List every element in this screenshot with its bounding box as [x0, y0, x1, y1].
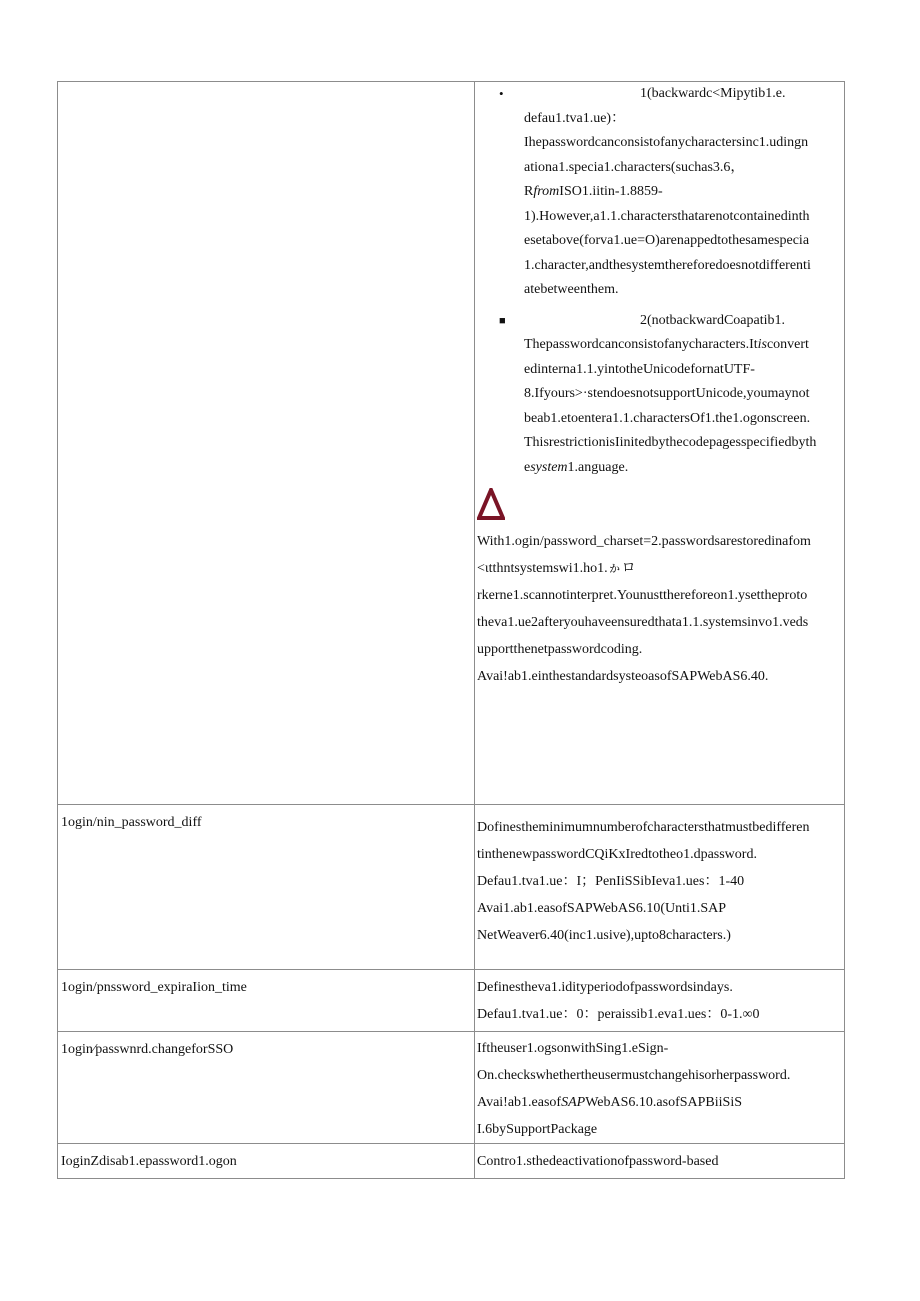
parameter-table [57, 81, 845, 1179]
parameter-name-cell [58, 1032, 475, 1144]
list-item: ■ 2(notbackwardCoapatib1. Thepasswordcanconsistofanycharacters.Itisconvert edinterna1.1.yintotheUnicodefornatUTF- 8.Ifyours>·stendoesnotsupportUnicode,youmaynot beab1.etoentera1.1.charactersOf1.the1.ogonscreen. ThisrestrictionisIinitedbythecodepagesspecifiedbyth esystem1.anguage. [475, 309, 844, 481]
note-line: With1.ogin/password_charset=2.passwordsarestoredinafom [477, 534, 811, 549]
note-line: <ιtthntsystemswi1.ho1.ゕロ [477, 561, 636, 576]
parameter-description-cell: Contro1.sthedeactivationofpassword-based [475, 1144, 845, 1179]
parameter-description-cell: Dofinestheminimumnumberofcharactersthatmustbedifferen tinthenewpasswordCQiKxIredtotheo1.dpassword. Defau1.tva1.ue：I；PenIiSSibIeva1.ues：1-40 Avai1.ab1.easofSAPWebAS6.10(Unti1.SAP NetWeaver6.40(inc1.usive),upto8characters.) [475, 805, 845, 970]
bullet-square-icon: ■ [499, 314, 506, 327]
note-line: rkerne1.scannotinterpret.Younustthereforeon1.ysettheproto [477, 588, 808, 603]
table-row [58, 1032, 845, 1144]
parameter-name [58, 82, 474, 91]
parameter-name: 1ogin⁄passwnrd.changeforSSO [61, 1042, 234, 1057]
table-row [58, 970, 845, 1032]
note-line: upportthenetpasswordcoding. [477, 642, 643, 657]
parameter-description-cell: Definestheva1.idityperiodofpasswordsindays. Defau1.tva1.ue：0：peraissib1.eva1.ues：0-1.∞0 [475, 970, 845, 1032]
note-line: theva1.ue2afteryouhaveensuredthata1.1.systemsinvo1.veds [477, 615, 809, 630]
parameter-description-cell [475, 82, 845, 805]
table-row [58, 82, 845, 805]
parameter-name-cell [58, 805, 475, 970]
bullet-dot-icon: • [499, 86, 504, 101]
parameter-description-cell: Iftheuser1.ogsonwithSing1.eSign- On.checkswhethertheusermustchangehisorherpassword. Avai!ab1.easofSAPWebAS6.10.asofSAPBiiSiS I.6bySupportPackage [475, 1032, 845, 1144]
parameter-name: 1ogin/nin_password_diff [61, 815, 202, 830]
availability-note: Avai!ab1.einthestandardsysteoasofSAPWebAS6.40. [477, 669, 769, 684]
parameter-name: 1ogin/pnssword_expiraIion_time [61, 980, 247, 995]
parameter-name-cell [58, 970, 475, 1032]
parameter-name-cell [58, 82, 475, 805]
table-row [58, 805, 845, 970]
list-item: • 1(backwardc<Mipytib1.e. defau1.tva1.ue)： Ihepasswordcanconsistofanycharactersinc1.udingn ationa1.specia1.characters(suchas3.6， RfromISO1.iitin-1.8859- 1).However,a1.1.charactersthatarenotcontainedinth esetabove(forva1.ue=O)arenappedtothesamespecia 1.character,andthesystemtherefore​doesnotdifferenti atebetweenthem. [475, 82, 844, 303]
warning-block [475, 480, 844, 528]
parameter-name-cell [58, 1144, 475, 1179]
warning-triangle-icon [477, 488, 505, 520]
parameter-name: IoginZdisab1.epassword1.ogon [61, 1154, 237, 1169]
table-row [58, 1144, 845, 1179]
